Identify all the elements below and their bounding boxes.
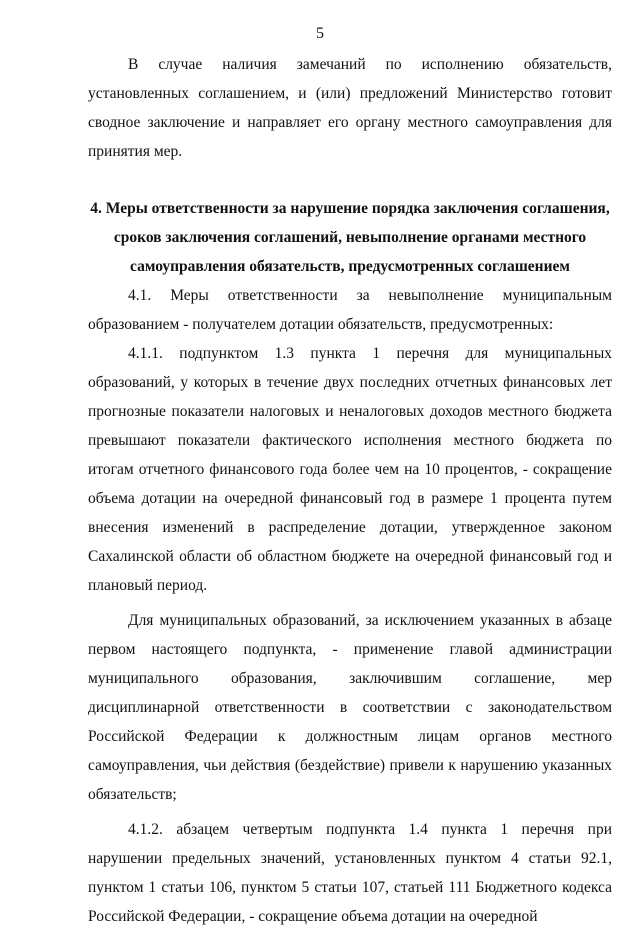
section-heading: 4. Меры ответственности за нарушение порядка заключения соглашения, сроков заключения соглашений, невыполнение органами местного самоуправления обязательств, предусмотренных соглашением bbox=[90, 200, 610, 275]
paragraph-remarks: В случае наличия замечаний по исполнению обязательств, установленных соглашением, и (или) предложений Министерство готовит сводное заключение и направляет его органу местного самоуправления для принятия мер. bbox=[88, 56, 612, 160]
page-number: 5 bbox=[316, 25, 324, 42]
paragraph-4-1-2: 4.1.2. абзацем четвертым подпункта 1.4 пункта 1 перечня при нарушении предельных значений, установленных пунктом 4 статьи 92.1, пунктом 1 статьи 106, пунктом 5 статьи 107, статьей 111 Бюджетного кодекса Российской Федерации, - сокращение объема дотации на очередной bbox=[88, 821, 612, 925]
paragraph-other-municipalities: Для муниципальных образований, за исключением указанных в абзаце первом настоящего подпункта, - применение главой администрации муниципального образования, заключившим соглашение, мер дисциплинарной ответственности в соответствии с законодательством Российской Федерации к должностным лицам органов местного самоуправления, чьи действия (бездействие) привели к нарушению указанных обязательств; bbox=[88, 612, 612, 803]
paragraph-4-1: 4.1. Меры ответственности за невыполнение муниципальным образованием - получателем дотации обязательств, предусмотренных: bbox=[88, 287, 612, 333]
document-body bbox=[88, 50, 612, 931]
paragraph-4-1-1: 4.1.1. подпунктом 1.3 пункта 1 перечня для муниципальных образований, у которых в течение двух последних отчетных финансовых лет прогнозные показатели налоговых и неналоговых доходов местного бюджета превышают показатели фактического исполнения местного бюджета по итогам отчетного финансового года более чем на 10 процентов, - сокращение объема дотации на очередной финансовый год в размере 1 процента путем внесения изменений в распределение дотации, утвержденное законом Сахалинской области об областном бюджете на очередной финансовый год и плановый период. bbox=[88, 345, 612, 594]
